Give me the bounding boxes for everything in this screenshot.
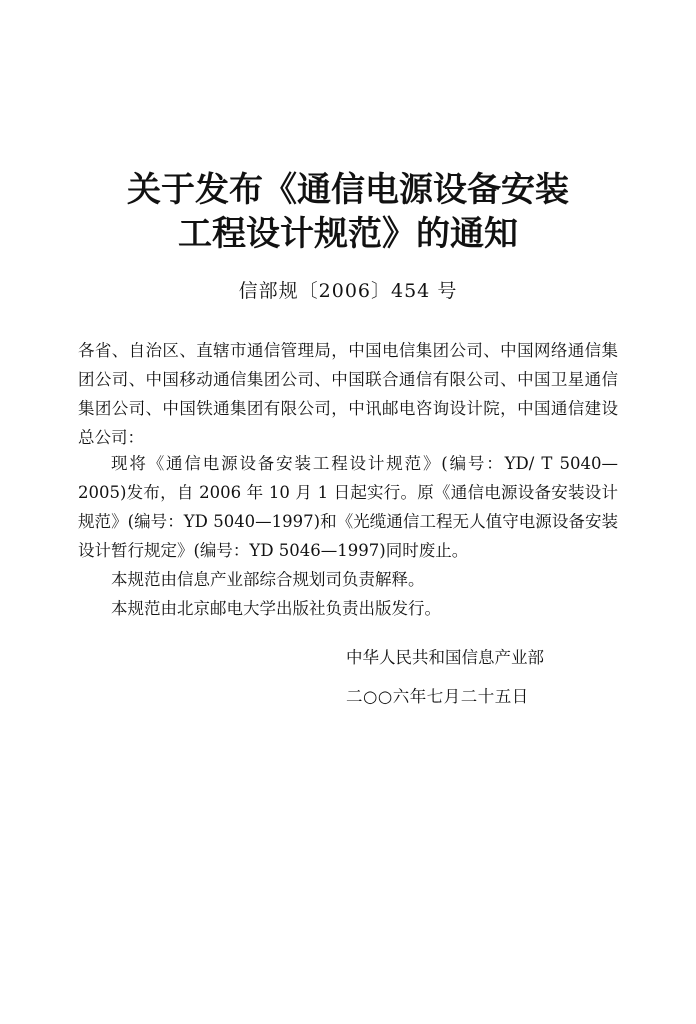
paragraph-publishing: 本规范由北京邮电大学出版社负责出版发行。 [111,599,441,618]
document-title-line-2: 工程设计规范》的通知 [178,214,518,254]
signature-date: 二○○六年七月二十五日 [346,687,529,706]
interpretation-paragraph [78,565,618,594]
addressee-list: 各省、自治区、直辖市通信管理局，中国电信集团公司、中国网络通信集团公司、中国移动通信集团公司、中国联合通信有限公司、中国卫星通信集团公司、中国铁通集团有限公司，中讯邮电咨询设计院，中国通信建设总公司： [78,341,618,447]
announcement-paragraph [78,449,618,565]
publishing-paragraph [78,594,618,623]
paragraph-interpretation: 本规范由信息产业部综合规划司负责解释。 [111,570,425,589]
signature-organization: 中华人民共和国信息产业部 [346,648,544,667]
paragraph-effective-date: 现将《通信电源设备安装工程设计规范》(编号：YD/ T 5040—2005)发布，自 2006 年 10 月 1 日起实行。原《通信电源设备安装设计规范》(编号：YD 5040—1997)和《光缆通信工程无人值守电源设备安装设计暂行规定》(编号：YD 5046—1997)同时废止。 [78,454,618,560]
document-title-line-1: 关于发布《通信电源设备安装 [127,170,569,210]
document-number: 信部规〔2006〕454 号 [238,280,458,302]
